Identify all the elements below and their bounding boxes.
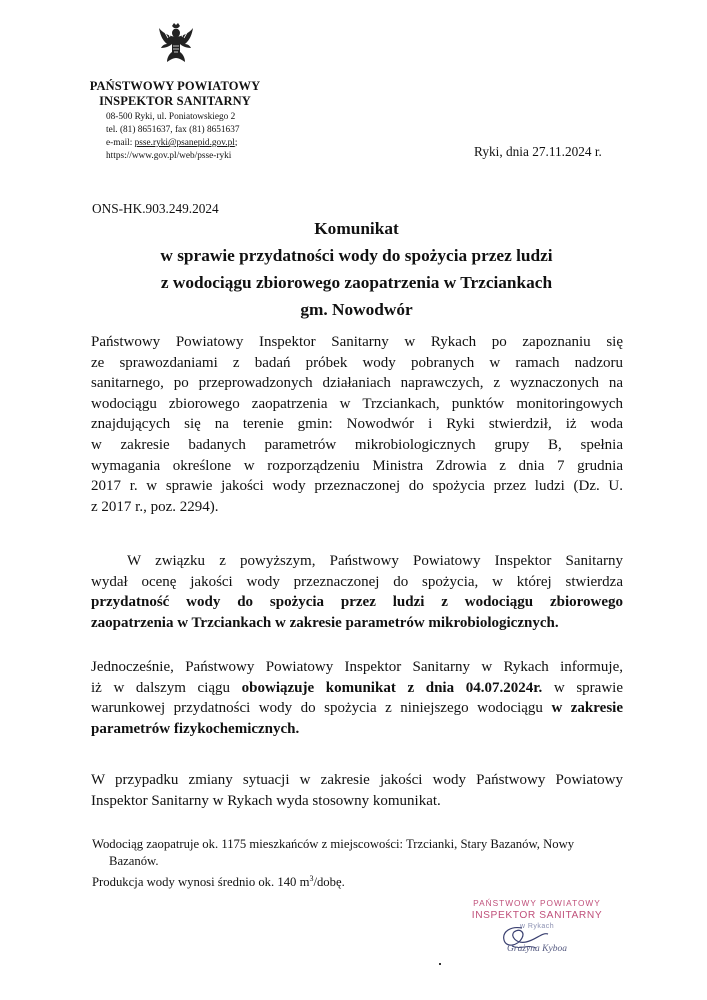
paragraph-closing	[91, 770, 623, 811]
paragraph-line: Jednocześnie, Państwowy Powiatowy Inspektor Sanitarny w Rykach informuje,	[91, 659, 623, 675]
paragraph-line: z 2017 r., poz. 2294).	[91, 498, 219, 515]
paragraph-line: wydał ocenę jakości wody przeznaczonej do spożycia, w której stwierdza	[91, 573, 623, 590]
paragraph-line-bold: zaopatrzenia w Trzciankach w zakresie parametrów mikrobiologicznych.	[91, 614, 559, 631]
production-text: Produkcja wody wynosi średnio ok. 140 m	[92, 875, 310, 890]
email-link[interactable]: psse.ryki@psanepid.gov.pl	[134, 138, 235, 148]
text-span: iż w dalszym ciągu	[91, 679, 242, 696]
stamp-line2: INSPEKTOR SANITARNY	[471, 910, 603, 921]
polish-eagle-emblem-icon	[158, 22, 194, 66]
note-line: Bazanów.	[109, 854, 159, 868]
text-span: w sprawie	[542, 679, 623, 696]
institution-name-line2: INSPEKTOR SANITARNY	[99, 94, 251, 108]
text-span-bold: w zakresie	[551, 700, 623, 717]
paragraph-line-bold: przydatność wody do spożycia przez ludzi z wodociągu zbiorowego	[91, 594, 623, 611]
paragraph-line: wodociągu zbiorowego zaopatrzenia w Trzciankach, punktów monitoringowych	[91, 395, 623, 412]
paragraph-line: w zakresie badanych parametrów mikrobiologicznych grupy B, spełnia	[91, 436, 623, 453]
supply-note	[92, 836, 624, 891]
signature-name: Grażyna Kyboa	[507, 944, 567, 954]
paragraph-additional-info	[91, 657, 623, 739]
paragraph-line: ze sprawozdaniami z badań próbek wody pobranych w ramach nadzoru	[91, 354, 623, 371]
phone-line: tel. (81) 8651637, fax (81) 8651637	[106, 125, 240, 135]
address-line: 08-500 Ryki, ul. Poniatowskiego 2	[106, 112, 236, 122]
note-line	[92, 870, 624, 891]
stamp-line3: w Rykach	[519, 923, 555, 930]
website-link[interactable]: https://www.gov.pl/web/psse-ryki	[106, 151, 232, 161]
text-span: warunkowej przydatności wody do spożycia z niniejszego wodociągu	[91, 700, 552, 717]
document-date: Ryki, dnia 27.11.2024 r.	[474, 144, 602, 159]
paragraph-line: Państwowy Powiatowy Inspektor Sanitarny w Rykach po zapoznaniu się	[91, 334, 623, 350]
superscript: 3	[309, 874, 314, 883]
page-mark	[439, 963, 441, 965]
paragraph-line	[91, 678, 623, 699]
paragraph-line: W przypadku zmiany sytuacji w zakresie jakości wody Państwowy Powiatowy	[91, 772, 623, 788]
email-label: e-mail:	[106, 138, 135, 148]
paragraph-line-bold: parametrów fizykochemicznych.	[91, 720, 300, 737]
paragraph-line: 2017 r. w sprawie jakości wody przeznaczonej do spożycia przez ludzi (Dz. U.	[91, 478, 623, 495]
email-suffix: ;	[234, 138, 238, 148]
document-subtitle-line1: w sprawie przydatności wody do spożycia przez ludzi	[160, 246, 553, 265]
paragraph-line: W związku z powyższym, Państwowy Powiatowy Inspektor Sanitarny	[127, 553, 623, 569]
note-line: Wodociąg zaopatruje ok. 1175 mieszkańców z miejscowości: Trzcianki, Stary Bazanów, Nowy	[92, 837, 575, 851]
production-unit: /dobę.	[313, 875, 345, 890]
paragraph-line	[91, 698, 623, 719]
paragraph-line: znajdujących się na terenie gmin: Nowodwór i Ryki stwierdził, iż woda	[91, 416, 623, 433]
document-title: Komunikat	[314, 219, 399, 238]
institution-name-line1: PAŃSTWOWY POWIATOWY	[89, 79, 261, 93]
email-line	[106, 137, 266, 150]
paragraph-findings	[91, 332, 623, 517]
document-subtitle-line2: z wodociągu zbiorowego zaopatrzenia w Trzciankach	[160, 273, 553, 292]
paragraph-line: Inspektor Sanitarny w Rykach wyda stosowny komunikat.	[91, 792, 441, 809]
paragraph-assessment	[91, 551, 623, 633]
stamp-line1: PAŃSTWOWY POWIATOWY	[473, 898, 601, 908]
referenced-announcement: obowiązuje komunikat z dnia 04.07.2024r.	[241, 679, 543, 696]
document-subtitle-line3: gm. Nowodwór	[300, 300, 413, 319]
paragraph-line: wymagania określone w rozporządzeniu Ministra Zdrowia z dnia 7 grudnia	[91, 457, 623, 474]
paragraph-line: sanitarnego, po przeprowadzonych działaniach naprawczych, z wyznaczonych na	[91, 375, 623, 392]
document-reference-number: ONS-HK.903.249.2024	[92, 201, 219, 216]
